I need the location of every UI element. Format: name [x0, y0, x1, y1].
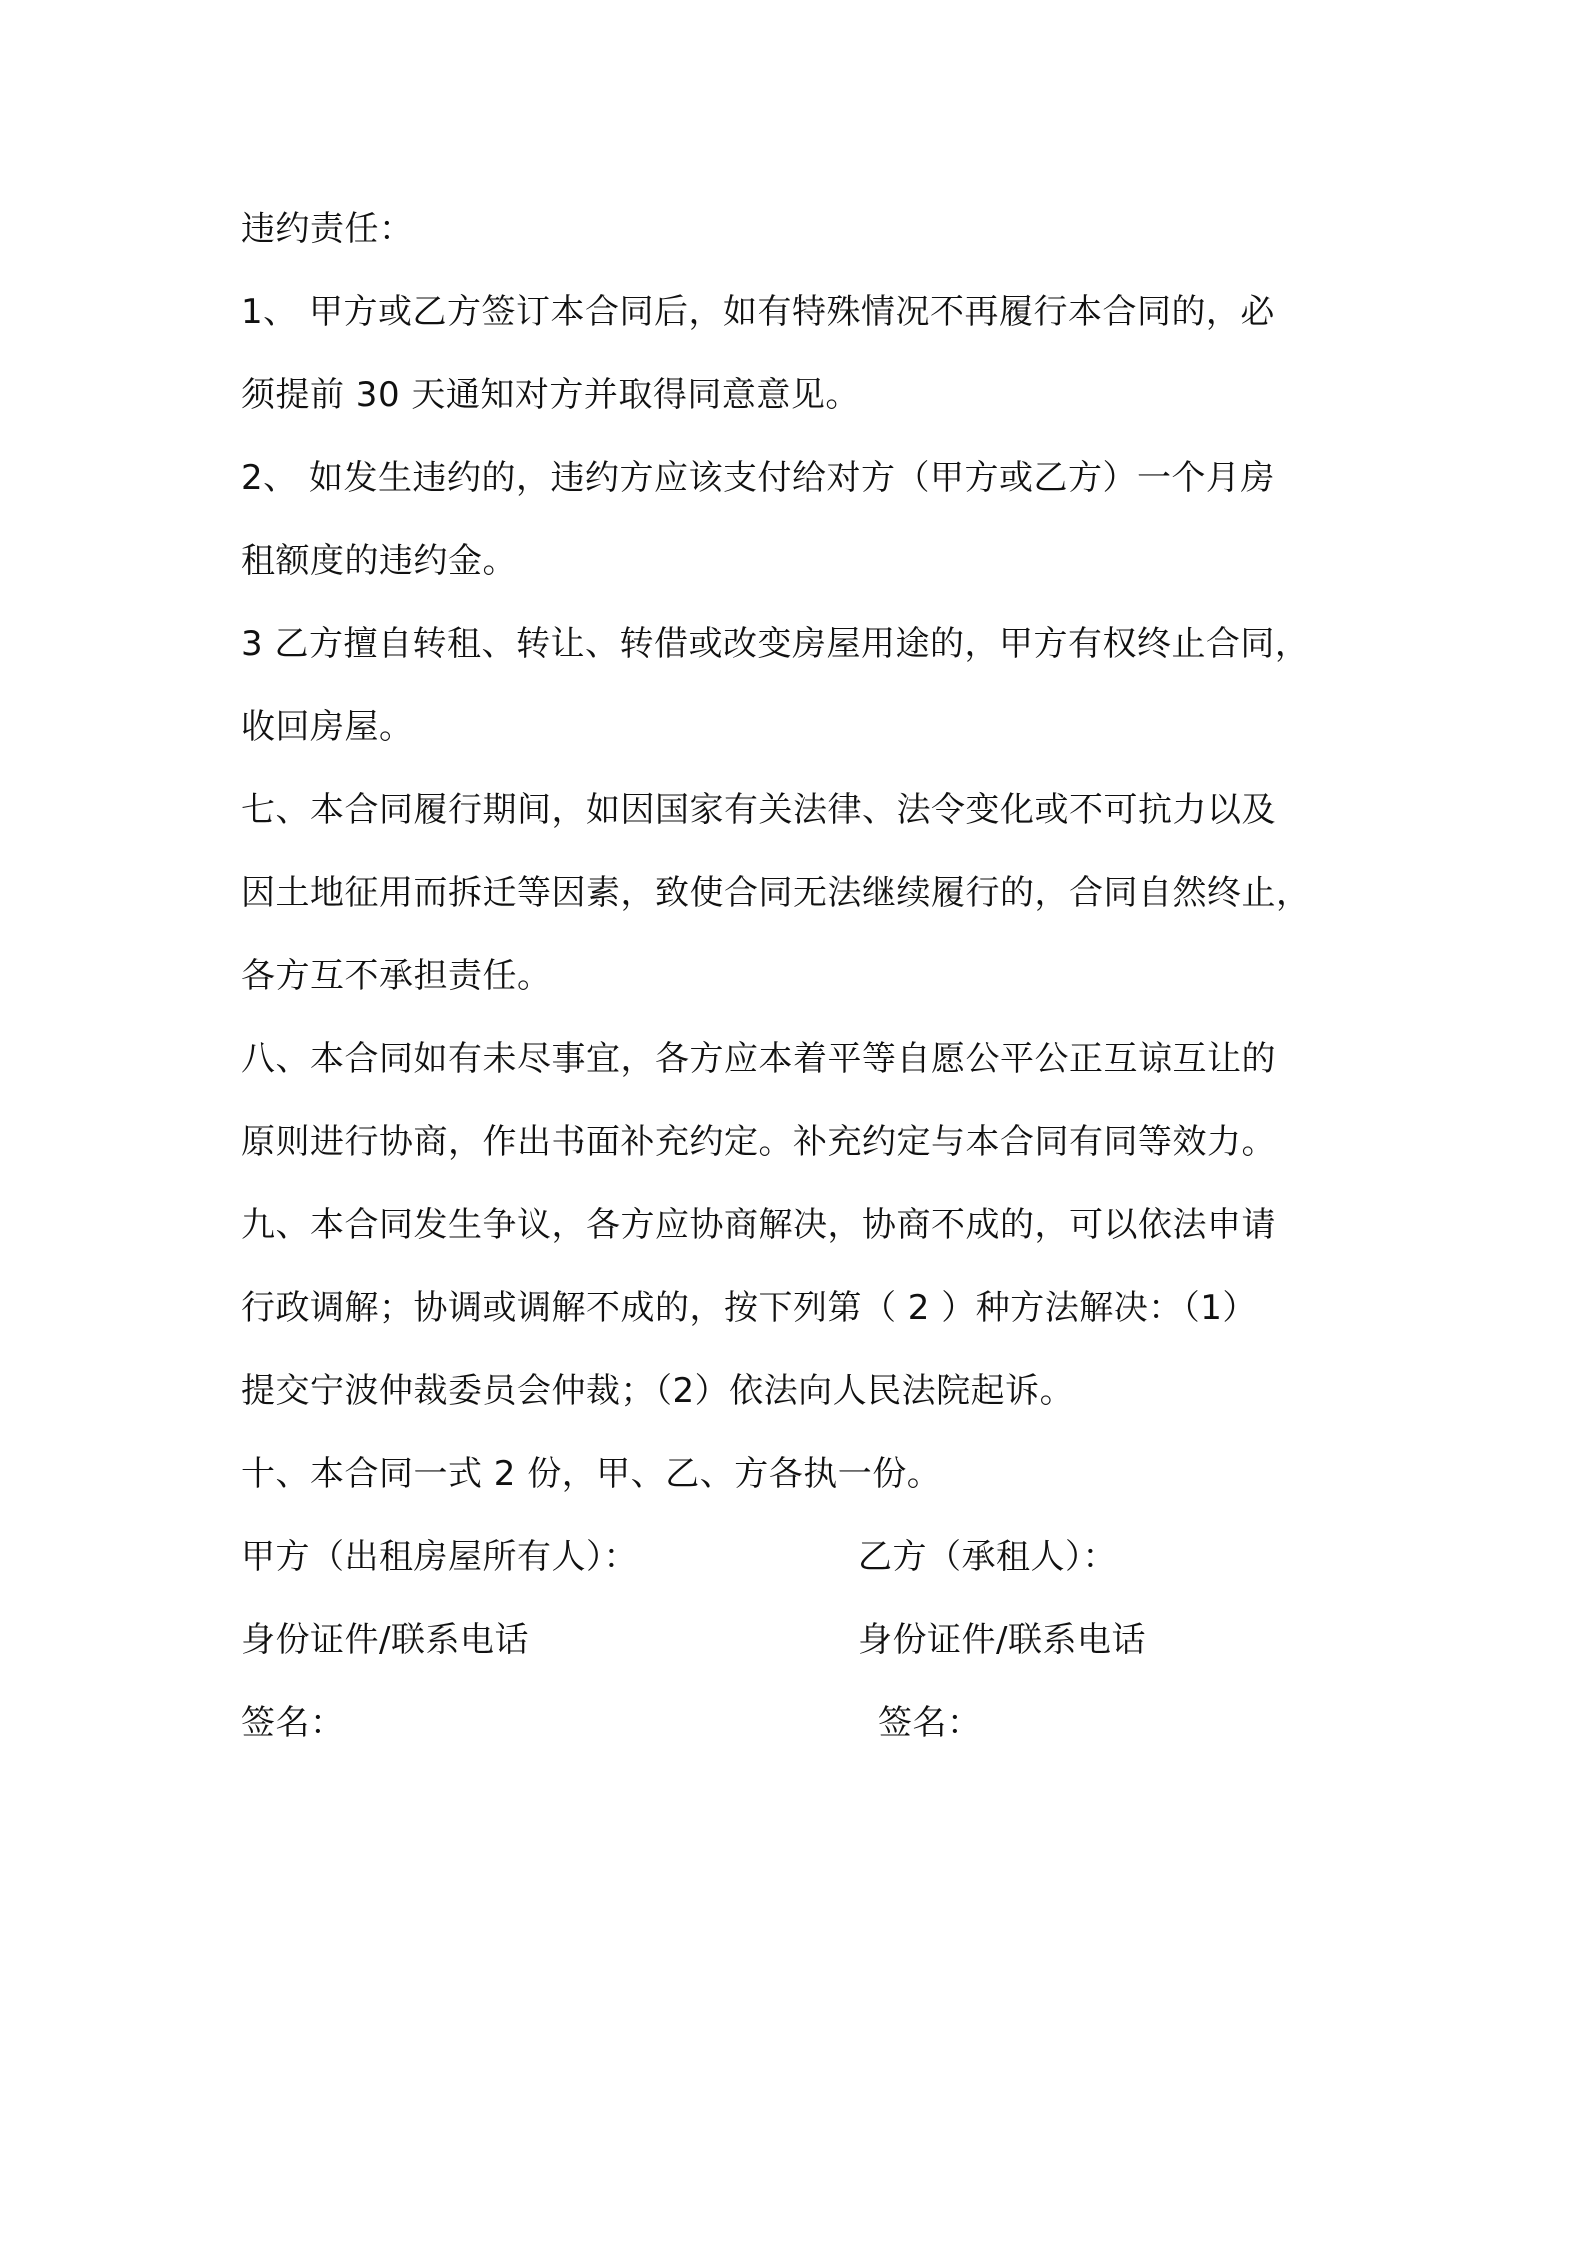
- section-10: 十、本合同一式 2 份，甲、乙、方各执一份。: [241, 1454, 942, 1494]
- section-7-line-2: 因土地征用而拆迁等因素，致使合同无法继续履行的，合同自然终止，: [241, 873, 1311, 913]
- clause-2-line-2: 租额度的违约金。: [241, 541, 517, 581]
- section-9-line-2: 行政调解；协调或调解不成的，按下列第（ 2 ）种方法解决：（1）: [241, 1288, 1257, 1328]
- section-heading: 违约责任：: [241, 209, 414, 249]
- party-b-label: 乙方（承租人）：: [858, 1537, 1117, 1577]
- section-8-line-1: 八、本合同如有未尽事宜，各方应本着平等自愿公平公正互谅互让的: [241, 1039, 1276, 1079]
- clause-3-line-1: 3 乙方擅自转租、转让、转借或改变房屋用途的，甲方有权终止合同，: [241, 624, 1310, 664]
- clause-3-line-2: 收回房屋。: [241, 707, 414, 747]
- section-9-line-3: 提交宁波仲裁委员会仲裁；（2）依法向人民法院起诉。: [241, 1371, 1075, 1411]
- clause-1-line-1: 1、 甲方或乙方签订本合同后，如有特殊情况不再履行本合同的，必: [241, 292, 1275, 332]
- party-a-signature-label: 签名：: [241, 1703, 345, 1743]
- party-b-signature-label: 签名：: [878, 1703, 982, 1743]
- section-7-line-3: 各方互不承担责任。: [241, 956, 552, 996]
- section-8-line-2: 原则进行协商，作出书面补充约定。补充约定与本合同有同等效力。: [241, 1122, 1276, 1162]
- party-a-label: 甲方（出租房屋所有人）：: [241, 1537, 638, 1577]
- clause-1-line-2: 须提前 30 天通知对方并取得同意意见。: [241, 375, 860, 415]
- section-9-line-1: 九、本合同发生争议，各方应协商解决，协商不成的，可以依法申请: [241, 1205, 1276, 1245]
- party-b-id-label: 身份证件/联系电话: [858, 1620, 1146, 1660]
- party-a-id-label: 身份证件/联系电话: [241, 1620, 529, 1660]
- clause-2-line-1: 2、 如发生违约的，违约方应该支付给对方（甲方或乙方）一个月房: [241, 458, 1275, 498]
- section-7-line-1: 七、本合同履行期间，如因国家有关法律、法令变化或不可抗力以及: [241, 790, 1276, 830]
